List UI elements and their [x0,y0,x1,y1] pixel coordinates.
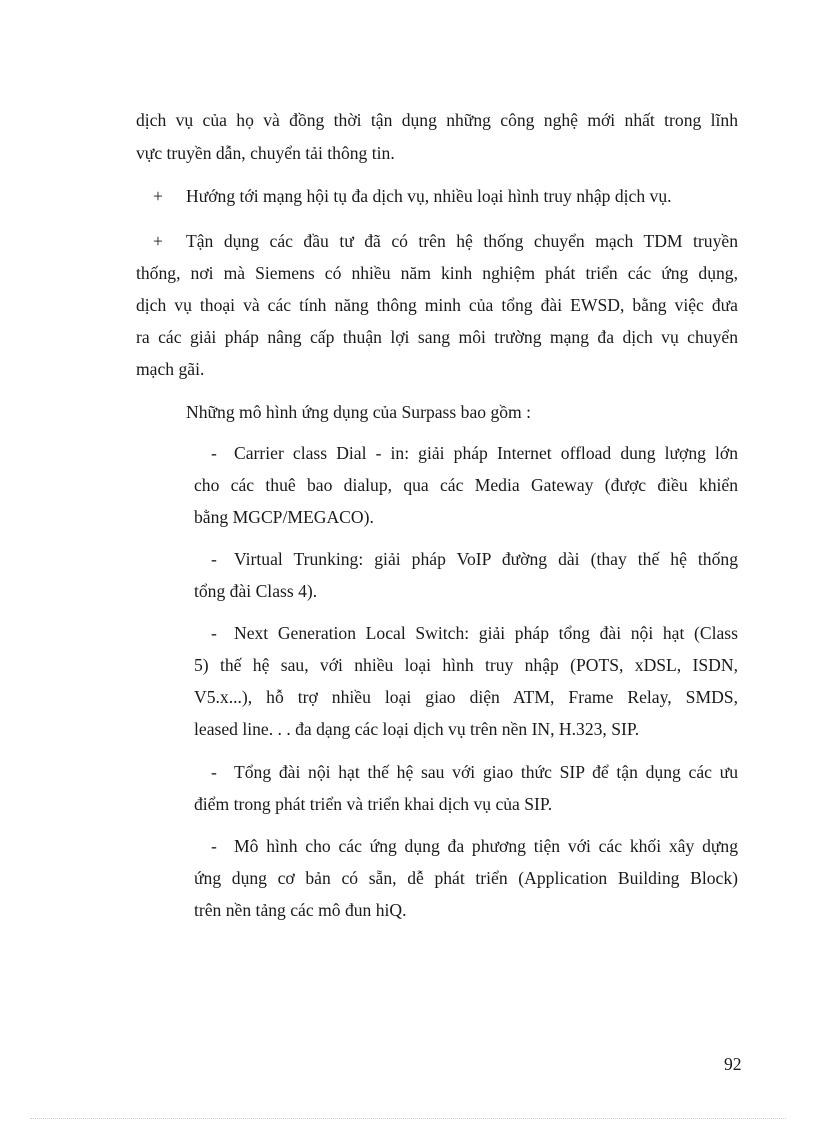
dash-marker: - [211,443,217,463]
dash-marker: - [211,836,217,856]
bullet-text: ra các giải pháp nâng cấp thuận lợi sang môi trường mạng đa dịch vụ chuyển [136,327,738,347]
model-text: Carrier class Dial - in: giải pháp Internet offload dung lượng lớn [234,443,738,463]
model-text: cho các thuê bao dialup, qua các Media Gateway (được điều khiển [194,475,738,495]
paragraph-line: dịch vụ của họ và đồng thời tận dụng những công nghệ mới nhất trong lĩnh [136,110,738,130]
bullet-marker: + [153,231,163,251]
model-text: tổng đài Class 4). [194,581,318,601]
model-text: điểm trong phát triển và triển khai dịch vụ của SIP. [194,794,553,814]
model-text: 5) thế hệ sau, với nhiều loại hình truy nhập (POTS, xDSL, ISDN, [194,655,738,675]
dash-marker: - [211,549,217,569]
model-text: leased line. . . đa dạng các loại dịch vụ trên nền IN, H.323, SIP. [194,719,640,739]
model-text: Mô hình cho các ứng dụng đa phương tiện với các khối xây dựng [234,836,738,856]
dash-marker: - [211,623,217,643]
page-number: 92 [724,1054,742,1074]
bullet-text: Hướng tới mạng hội tụ đa dịch vụ, nhiều loại hình truy nhập dịch vụ. [186,186,672,206]
dash-marker: - [211,762,217,782]
model-text: Virtual Trunking: giải pháp VoIP đường dài (thay thế hệ thống [234,549,738,569]
bullet-text: thống, nơi mà Siemens có nhiều năm kinh nghiệm phát triển các ứng dụng, [136,263,738,283]
model-text: Tổng đài nội hạt thế hệ sau với giao thức SIP để tận dụng các ưu [234,762,738,782]
model-text: ứng dụng cơ bản có sẵn, dễ phát triển (Application Building Block) [194,868,738,888]
bullet-marker: + [153,186,163,206]
paragraph-line: vực truyền dẫn, chuyển tải thông tin. [136,143,395,163]
model-text: trên nền tảng các mô đun hiQ. [194,900,407,920]
footer-divider [30,1118,786,1119]
model-text: bằng MGCP/MEGACO). [194,507,374,527]
model-text: Next Generation Local Switch: giải pháp tổng đài nội hạt (Class [234,623,738,643]
bullet-text: Tận dụng các đầu tư đã có trên hệ thống chuyển mạch TDM truyền [186,231,738,251]
models-intro: Những mô hình ứng dụng của Surpass bao gồm : [186,402,532,422]
model-text: V5.x...), hỗ trợ nhiều loại giao diện ATM, Frame Relay, SMDS, [194,687,738,707]
bullet-text: mạch gãi. [136,359,205,379]
bullet-text: dịch vụ thoại và các tính năng thông minh của tổng đài EWSD, bằng việc đưa [136,295,738,315]
